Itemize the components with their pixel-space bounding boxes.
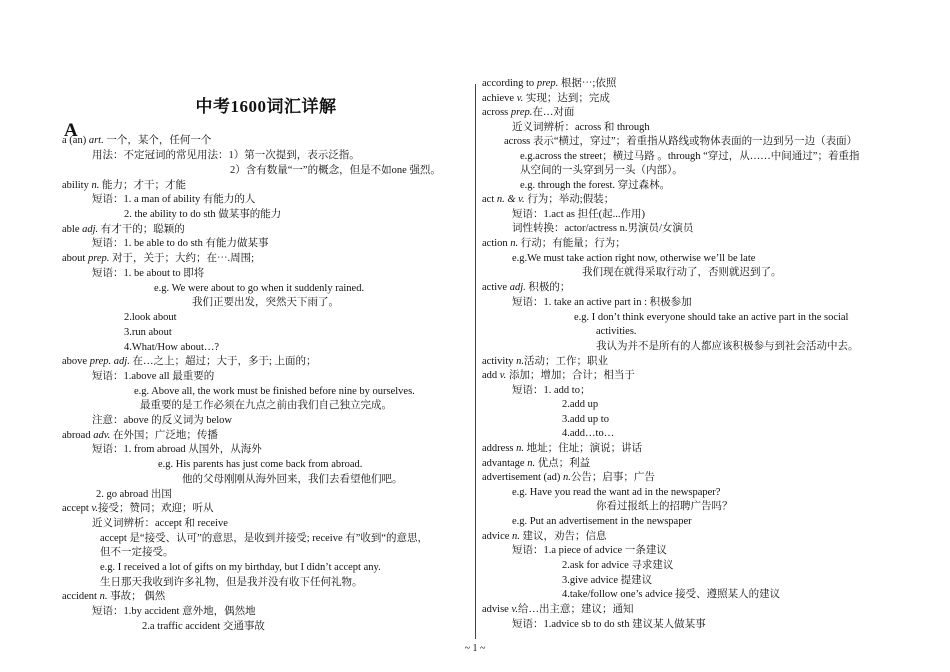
entry-text: 但不一定接受。: [100, 547, 174, 558]
part-of-speech: adj.: [82, 224, 99, 235]
entry-headword-line: [482, 603, 633, 617]
headword: address: [482, 443, 517, 454]
part-of-speech: prep.: [87, 253, 110, 264]
entry-headword-line: [482, 281, 570, 295]
entry-headword-line: [482, 77, 616, 91]
entry-text: 根据⋯;依照: [558, 78, 617, 89]
headword: advise: [482, 604, 512, 615]
entry-detail-line: [512, 618, 706, 632]
entry-text: 接受；赞同；欢迎；听从: [97, 503, 214, 514]
headword: accept: [62, 503, 92, 514]
part-of-speech: adv.: [93, 430, 111, 441]
entry-detail-line: [596, 340, 859, 354]
entry-detail-line: [124, 326, 172, 340]
part-of-speech: v.: [499, 370, 507, 381]
entry-text: 积极的；: [525, 282, 571, 293]
part-of-speech: prep. adj.: [89, 356, 130, 367]
entry-text: 有才干的；聪颖的: [98, 224, 185, 235]
entry-detail-line: [192, 296, 339, 310]
entry-text: 3.add up to: [562, 414, 609, 425]
part-of-speech: art.: [88, 135, 104, 146]
headword: activity: [482, 356, 517, 367]
entry-text: 4.add…to…: [562, 428, 615, 439]
part-of-speech: prep.: [536, 78, 559, 89]
page-title: 中考1600词汇详解: [195, 97, 337, 116]
entry-text: 2. go abroad 出国: [96, 489, 172, 500]
headword: action: [482, 238, 511, 249]
entry-headword-line: [62, 502, 213, 516]
section-letter: A: [64, 120, 78, 141]
entry-text: 行为；举动;假装；: [524, 194, 615, 205]
entry-text: 短语：1. take an active part in : 积极参加: [512, 297, 692, 308]
entry-text: 4.What/How about…?: [124, 342, 220, 353]
entry-detail-line: [520, 150, 859, 164]
entry-text: e.g. His parents has just come back from abroad.: [158, 459, 363, 470]
headword: abroad: [62, 430, 94, 441]
entry-detail-line: [92, 267, 204, 281]
part-of-speech: n.: [99, 591, 108, 602]
headword: add: [482, 370, 500, 381]
entry-detail-line: [504, 135, 857, 149]
entry-detail-line: [512, 208, 645, 222]
entry-text: e.g. Have you read the want ad in the newspaper?: [512, 487, 721, 498]
entry-text: activities.: [596, 326, 637, 337]
entry-text: 从空间的一头穿到另一头（内部）。: [520, 165, 683, 176]
entry-text: 短语：1. be about to 即将: [92, 268, 205, 279]
entry-headword-line: [62, 590, 165, 604]
entry-detail-line: [124, 208, 281, 222]
entry-detail-line: [140, 399, 392, 413]
headword: about: [62, 253, 88, 264]
entry-text: 2.look about: [124, 312, 177, 323]
entry-text: e.g. I received a lot of gifts on my birthday, but I didn’t accept any.: [100, 562, 381, 573]
headword: act: [482, 194, 497, 205]
entry-detail-line: [154, 282, 364, 296]
part-of-speech: n.: [512, 531, 520, 542]
entry-detail-line: [512, 486, 720, 500]
entry-text: 2.add up: [562, 399, 599, 410]
entry-headword-line: [482, 237, 626, 251]
entry-headword-line: [482, 369, 635, 383]
column-divider: [475, 84, 476, 639]
entry-text: 2）含有数量“一”的概念，但是不如one 强烈。: [230, 165, 441, 176]
entry-text: accept 是“接受、认可”的意思，是收到并接受; receive 有”收到“的意思，: [100, 533, 429, 544]
part-of-speech: v.: [511, 604, 518, 615]
headword: ability: [62, 180, 92, 191]
entry-text: 4.take/follow one’s advice 接受、遵照某人的建议: [562, 589, 781, 600]
entry-detail-line: [562, 398, 598, 412]
entry-text: 短语：1.a piece of advice 一条建议: [512, 545, 667, 556]
entry-text: 2. the ability to do sth 做某事的能力: [124, 209, 282, 220]
entry-text: 注意：above 的反义词为 below: [92, 415, 232, 426]
entry-detail-line: [92, 443, 262, 457]
part-of-speech: n.: [91, 180, 100, 191]
entry-detail-line: [92, 193, 255, 207]
entry-text: 事故； 偶然: [107, 591, 166, 602]
entry-detail-line: [158, 458, 362, 472]
entry-text: 短语：1.above all 最重要的: [92, 371, 215, 382]
entry-headword-line: [62, 355, 317, 369]
entry-detail-line: [562, 588, 780, 602]
headword: above: [62, 356, 90, 367]
part-of-speech: n.: [563, 472, 571, 483]
entry-text: e.g. through the forest. 穿过森林。: [520, 180, 671, 191]
entry-headword-line: [482, 193, 614, 207]
part-of-speech: prep.: [510, 107, 533, 118]
entry-text: across 表示“横过，穿过”；着重指从路线或物体表面的一边到另一边（表面）: [504, 136, 858, 147]
entry-text: e.g.We must take action right now, otherwise we’ll be late: [512, 253, 756, 264]
entry-text: 活动；工作；职业: [524, 356, 608, 367]
entry-text: e.g. We were about to go when it suddenly rained.: [154, 283, 365, 294]
headword: according to: [482, 78, 537, 89]
entry-text: 最重要的是工作必须在九点之前由我们自己独立完成。: [140, 400, 392, 411]
entry-text: 短语：1.act as 担任(起...作用): [512, 209, 645, 220]
entry-text: 对于，关于；大约；在⋯.周围;: [109, 253, 255, 264]
part-of-speech: v.: [91, 503, 98, 514]
entry-detail-line: [596, 500, 733, 514]
entry-text: 公告；启事；广告: [570, 472, 655, 483]
entry-detail-line: [512, 384, 590, 398]
entry-detail-line: [182, 473, 403, 487]
part-of-speech: n.: [516, 356, 524, 367]
entry-detail-line: [92, 149, 360, 163]
entry-text: 2.a traffic accident 交通事故: [142, 621, 265, 632]
entry-detail-line: [92, 517, 228, 531]
entry-text: 我们现在就得采取行动了，否则就迟到了。: [582, 267, 782, 278]
entry-headword-line: [482, 92, 610, 106]
entry-headword-line: [62, 134, 211, 148]
headword: a (an): [62, 135, 89, 146]
entry-text: 词性转换：actor/actress n.男演员/女演员: [512, 223, 694, 234]
entry-detail-line: [134, 385, 415, 399]
part-of-speech: n.: [510, 238, 519, 249]
entry-text: 短语：1. from abroad 从国外，从海外: [92, 444, 262, 455]
entry-detail-line: [100, 576, 363, 590]
entry-detail-line: [100, 532, 428, 546]
entry-text: 我们正要出发，突然天下雨了。: [192, 297, 339, 308]
entry-detail-line: [512, 515, 692, 529]
entry-headword-line: [482, 457, 590, 471]
entry-detail-line: [92, 370, 214, 384]
entry-headword-line: [482, 355, 608, 369]
entry-text: 实现；达到；完成: [523, 93, 610, 104]
headword: active: [482, 282, 510, 293]
headword: advice: [482, 531, 513, 542]
part-of-speech: v.: [516, 93, 524, 104]
entry-detail-line: [92, 237, 268, 251]
entry-detail-line: [92, 414, 232, 428]
part-of-speech: n.: [516, 443, 524, 454]
entry-headword-line: [62, 179, 186, 193]
entry-detail-line: [562, 559, 673, 573]
entry-text: 近义词辨析：across 和 through: [512, 122, 650, 133]
entry-headword-line: [62, 429, 218, 443]
part-of-speech: adj.: [509, 282, 526, 293]
entry-text: 生日那天我收到许多礼物，但是我并没有收下任何礼物。: [100, 577, 363, 588]
entry-headword-line: [482, 471, 655, 485]
entry-text: 他的父母刚刚从海外回来，我们去看望他们吧。: [182, 474, 403, 485]
entry-detail-line: [512, 544, 667, 558]
page-number: ~ 1 ~: [464, 643, 486, 654]
entry-text: 一个，某个，任何一个: [103, 135, 212, 146]
entry-text: 短语：1. be able to do sth 有能力做某事: [92, 238, 269, 249]
entry-text: 3.give advice 提建议: [562, 575, 653, 586]
entry-text: 能力；才干；才能: [99, 180, 186, 191]
part-of-speech: n. & v.: [496, 194, 525, 205]
headword: achieve: [482, 93, 517, 104]
entry-text: 短语：1.by accident 意外地，偶然地: [92, 606, 256, 617]
entry-detail-line: [142, 620, 265, 634]
entry-text: 在外国；广泛地；传播: [110, 430, 218, 441]
entry-text: 短语：1. add to；: [512, 385, 591, 396]
entry-text: 优点；利益: [535, 458, 591, 469]
entry-text: e.g. Above all, the work must be finished before nine by ourselves.: [134, 386, 415, 397]
entry-detail-line: [100, 546, 174, 560]
entry-detail-line: [124, 311, 177, 325]
headword: advertisement (ad): [482, 472, 564, 483]
headword: able: [62, 224, 83, 235]
entry-detail-line: [562, 413, 609, 427]
entry-headword-line: [482, 442, 642, 456]
entry-detail-line: [100, 561, 381, 575]
entry-text: e.g. I don’t think everyone should take an active part in the social: [574, 312, 849, 323]
entry-text: 用法：不定冠词的常见用法：1）第一次提到，表示泛指。: [92, 150, 360, 161]
entry-detail-line: [562, 574, 652, 588]
entry-detail-line: [512, 121, 650, 135]
entry-detail-line: [582, 266, 782, 280]
entry-text: 3.run about: [124, 327, 172, 338]
entry-text: 你看过报纸上的招聘广告吗？: [596, 501, 733, 512]
entry-detail-line: [520, 179, 670, 193]
entry-detail-line: [96, 488, 172, 502]
entry-headword-line: [482, 530, 607, 544]
entry-text: 短语：1. a man of ability 有能力的人: [92, 194, 256, 205]
entry-text: 我认为并不是所有的人都应该积极参与到社会活动中去。: [596, 341, 859, 352]
entry-text: 在…对面: [532, 107, 575, 118]
entry-headword-line: [62, 223, 185, 237]
entry-text: 地址；住址；演说；讲话: [524, 443, 643, 454]
entry-detail-line: [230, 164, 441, 178]
entry-text: 给…出主意；建议；通知: [517, 604, 634, 615]
headword: advantage: [482, 458, 528, 469]
entry-detail-line: [512, 296, 692, 310]
entry-text: 添加；增加；合计；相当于: [506, 370, 635, 381]
entry-text: 短语：1.advice sb to do sth 建议某人做某事: [512, 619, 706, 630]
entry-text: 在…之上；超过；大于，多于; 上面的；: [129, 356, 317, 367]
entry-detail-line: [562, 427, 614, 441]
entry-text: e.g. Put an advertisement in the newspaper: [512, 516, 692, 527]
entry-detail-line: [512, 222, 693, 236]
entry-text: 2.ask for advice 寻求建议: [562, 560, 674, 571]
entry-detail-line: [520, 164, 683, 178]
entry-detail-line: [92, 605, 256, 619]
entry-headword-line: [62, 252, 254, 266]
part-of-speech: n.: [527, 458, 536, 469]
entry-text: 行动；有能量；行为；: [518, 238, 626, 249]
entry-detail-line: [596, 325, 637, 339]
entry-text: 近义词辨析：accept 和 receive: [92, 518, 228, 529]
entry-detail-line: [124, 341, 219, 355]
entry-detail-line: [574, 311, 848, 325]
entry-text: 建议，劝告；信息: [519, 531, 607, 542]
headword: accident: [62, 591, 100, 602]
headword: across: [482, 107, 511, 118]
entry-headword-line: [482, 106, 574, 120]
entry-text: e.g.across the street；横过马路 。through “穿过，从……中间通过”；着重指: [520, 151, 860, 162]
entry-detail-line: [512, 252, 755, 266]
